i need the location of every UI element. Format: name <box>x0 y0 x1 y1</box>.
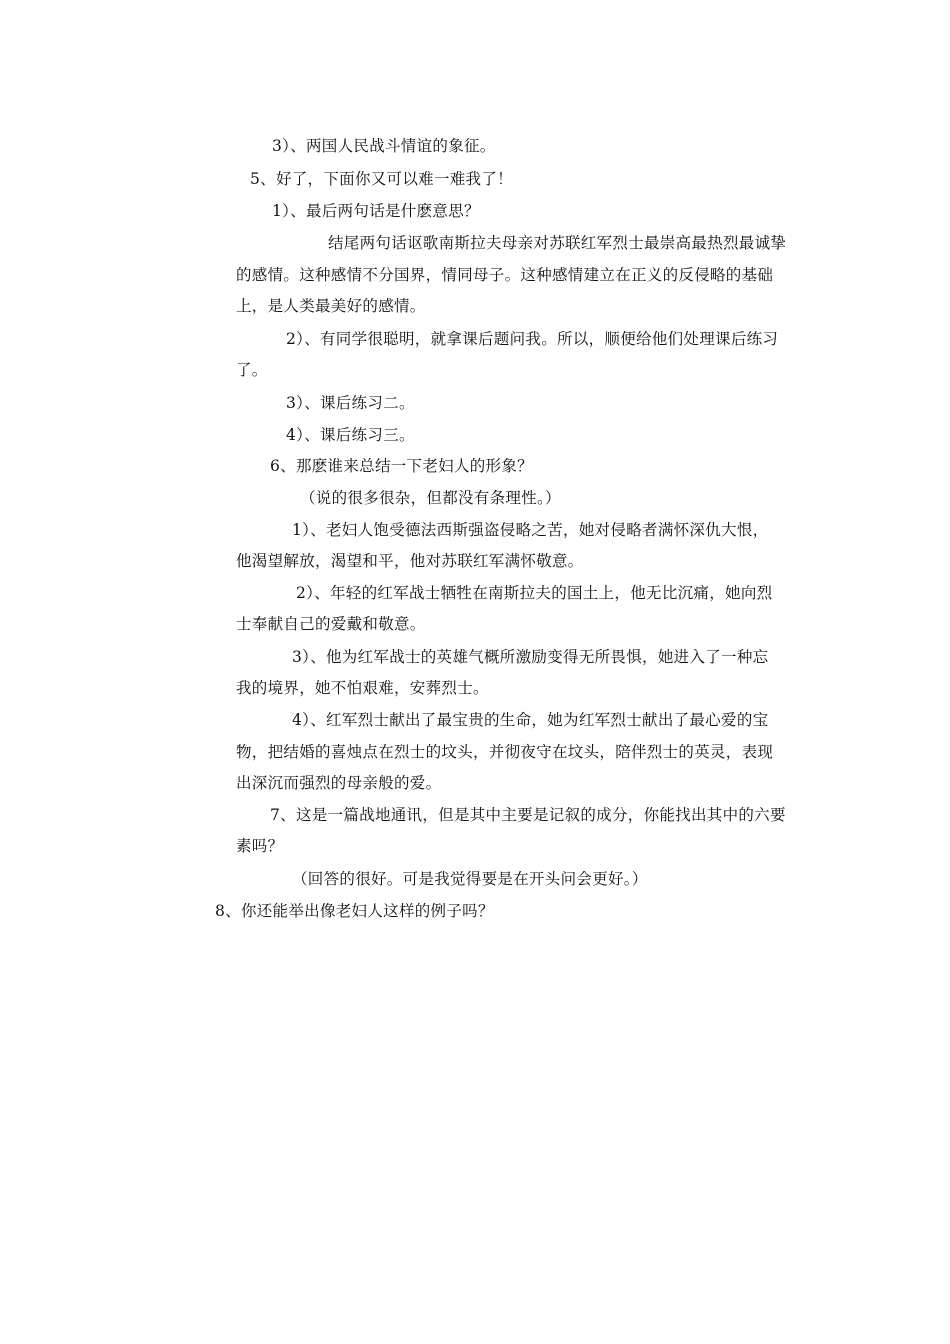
text-line: 4）、红军烈士献出了最宝贵的生命，她为红军烈士献出了最心爱的宝 <box>292 711 769 729</box>
text-line: （说的很多很杂，但都没有条理性。） <box>300 489 561 507</box>
text-line: 1）、老妇人饱受德法西斯强盗侵略之苦，她对侵略者满怀深仇大恨， <box>292 521 769 539</box>
text-line: 8、你还能举出像老妇人这样的例子吗？ <box>215 902 494 920</box>
text-line: 7、这是一篇战地通讯，但是其中主要是记叙的成分，你能找出其中的六要 <box>270 806 786 824</box>
text-line: 的感情。这种感情不分国界，情同母子。这种感情建立在正义的反侵略的基础 <box>236 266 774 284</box>
text-line: 他渴望解放，渴望和平，他对苏联红军满怀敬意。 <box>236 552 584 570</box>
text-line: 我的境界，她不怕艰难，安葬烈士。 <box>236 679 489 697</box>
text-line: 上，是人类最美好的感情。 <box>236 297 426 315</box>
text-line: 士奉献自己的爱戴和敬意。 <box>236 615 426 633</box>
text-line: 出深沉而强烈的母亲般的爱。 <box>236 774 442 792</box>
text-line: 6、那麽谁来总结一下老妇人的形象？ <box>270 457 533 475</box>
text-line: 3）、两国人民战斗情谊的象征。 <box>272 137 496 155</box>
text-line: 结尾两句话讴歌南斯拉夫母亲对苏联红军烈士最崇高最热烈最诚挚 <box>328 234 787 252</box>
text-line: 素吗？ <box>236 837 284 855</box>
text-line: 5、好了，下面你又可以难一难我了！ <box>250 170 513 188</box>
text-line: 4）、课后练习三。 <box>286 426 415 444</box>
text-line: （回答的很好。可是我觉得要是在开头问会更好。） <box>292 870 648 888</box>
text-line: 2）、有同学很聪明，就拿课后题问我。所以，顺便给他们处理课后练习 <box>286 330 779 348</box>
text-line: 3）、课后练习二。 <box>286 394 415 412</box>
text-line: 3）、他为红军战士的英雄气概所激励变得无所畏惧，她进入了一种忘 <box>292 648 769 666</box>
text-line: 了。 <box>236 361 268 379</box>
text-line: 物，把结婚的喜烛点在烈士的坟头，并彻夜守在坟头，陪伴烈士的英灵，表现 <box>236 743 774 761</box>
text-line: 2）、年轻的红军战士牺牲在南斯拉夫的国土上，他无比沉痛，她向烈 <box>296 584 773 602</box>
text-line: 1）、最后两句话是什麽意思？ <box>272 202 480 220</box>
